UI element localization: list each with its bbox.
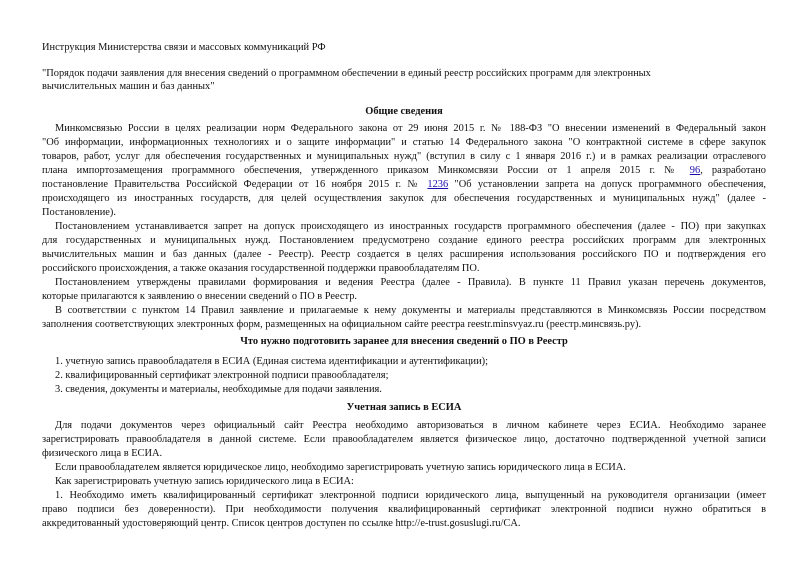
esia-p1-line-3: физического лица в ЕСИА. bbox=[42, 448, 163, 459]
decree-1236-link[interactable]: 1236 bbox=[427, 179, 449, 190]
general-p4-line-1: В соответствии с пунктом 14 Правил заявление и прилагаемые к нему документы и материалы представляются в Минкомсвязь России посредством bbox=[55, 305, 766, 316]
general-p1-line-5 bbox=[42, 178, 766, 192]
general-p1-line-1: Минкомсвязью России в целях реализации норм Федерального закона от 29 июня 2015 г. № 188-ФЗ "О внесении изменений в Федеральный закон bbox=[55, 123, 766, 134]
document-title-line-2: вычислительных машин и баз данных" bbox=[42, 81, 215, 92]
general-p3-line-1: Постановлением утверждены правилами формирования и ведения Реестра (далее - Правила). В пункте 11 Правил указан перечень документов, bbox=[55, 277, 766, 288]
general-p1-line-4-text: плана импортозамещения программного обеспечения, утвержденного приказом Минкомсвязи России от 1 апреля 2015 г. № bbox=[42, 165, 681, 176]
general-p1-line-5-text: постановление Правительства Российской Федерации от 16 ноября 2015 г. № bbox=[42, 179, 422, 190]
general-p4-line-2: заполнения соответствующих электронных форм, размещенных на официальном сайте реестра reestr.minsvyaz.ru (реестр.минсвязь.ру). bbox=[42, 319, 642, 330]
esia-p4-line-2: право подписи без доверенности). При необходимости получения квалифицированный сертификат электронной подписи нужно обратиться в bbox=[42, 504, 766, 515]
esia-p1-line-2: зарегистрировать правообладателя в данной системе. Если правообладателем является физическое лицо, достаточно подтвержденной учетной записи bbox=[42, 434, 766, 445]
order-96-link[interactable]: 96 bbox=[689, 165, 701, 176]
general-p1-line-5-tail: "Об установлении запрета на допуск программного обеспечения, bbox=[454, 179, 766, 190]
general-p2-line-4: российского происхождения, а также оказания государственной поддержки правообладателям ПО. bbox=[42, 263, 480, 274]
document-title-line-1: "Порядок подачи заявления для внесения сведений о программном обеспечении в единый реестр российских программ для электронных bbox=[42, 68, 651, 79]
general-p1-line-4 bbox=[42, 164, 766, 178]
general-p1-line-7: Постановление). bbox=[42, 207, 116, 218]
general-p1-line-2: "Об информации, информационных технологиях и о защите информации" и статью 14 Федерального закона "О контрактной системе в сфере закупок bbox=[42, 137, 766, 148]
general-p2-line-2: для государственных и муниципальных нужд. Постановлением предусмотрено создание единого реестра российских программ для электронных bbox=[42, 235, 766, 246]
esia-p1-line-1: Для подачи документов через официальный сайт Реестра необходимо авторизоваться в личном кабинете через ЕСИА. Необходимо заранее bbox=[55, 420, 766, 431]
section-heading-esia: Учетная запись в ЕСИА bbox=[346, 402, 462, 413]
section-heading-prepare: Что нужно подготовить заранее для внесения сведений о ПО в Реестр bbox=[240, 336, 568, 347]
general-p2-line-1: Постановлением устанавливается запрет на допуск происходящего из иностранных государств программного обеспечения (далее - ПО) при закупках bbox=[55, 221, 766, 232]
general-p1-line-4-tail: , разработано bbox=[700, 165, 766, 176]
esia-p4-line-1: 1. Необходимо иметь квалифицированный сертификат электронной подписи юридического лица, выпущенный на руководителя организации (имеет bbox=[55, 490, 766, 501]
section-heading-general: Общие сведения bbox=[365, 106, 443, 117]
general-p1-line-6: происходящего из иностранных государств, для целей осуществления закупок для обеспечения государственных и муниципальных нужд" (далее - bbox=[42, 193, 766, 204]
esia-p2: Если правообладателем является юридическое лицо, необходимо зарегистрировать учетную запись юридического лица в ЕСИА. bbox=[55, 462, 626, 473]
esia-p3: Как зарегистрировать учетную запись юридического лица в ЕСИА: bbox=[55, 476, 354, 487]
prepare-list-item: 2. квалифицированный сертификат электронной подписи правообладателя; bbox=[55, 370, 389, 381]
instruction-title: Инструкция Министерства связи и массовых коммуникаций РФ bbox=[42, 42, 326, 53]
prepare-list-item: 1. учетную запись правообладателя в ЕСИА (Единая система идентификации и аутентификации); bbox=[55, 356, 489, 367]
prepare-list-item: 3. сведения, документы и материалы, необходимые для подачи заявления. bbox=[55, 384, 382, 395]
general-p1-line-3: товаров, работ, услуг для обеспечения государственных и муниципальных нужд" (вступил в силу с 1 января 2016 г.) и в рамках реализации отраслевого bbox=[42, 151, 766, 162]
general-p2-line-3: вычислительных машин и баз данных (далее - Реестр). Реестр создается в целях расширения использования российского ПО и подтверждения его bbox=[42, 249, 766, 260]
general-p3-line-2: которые прилагаются к заявлению о внесении сведений о ПО в Реестр. bbox=[42, 291, 357, 302]
esia-p4-line-3: аккредитованный удостоверяющий центр. Список центров доступен по ссылке http://e-trust.gosuslugi.ru/CA. bbox=[42, 518, 521, 529]
